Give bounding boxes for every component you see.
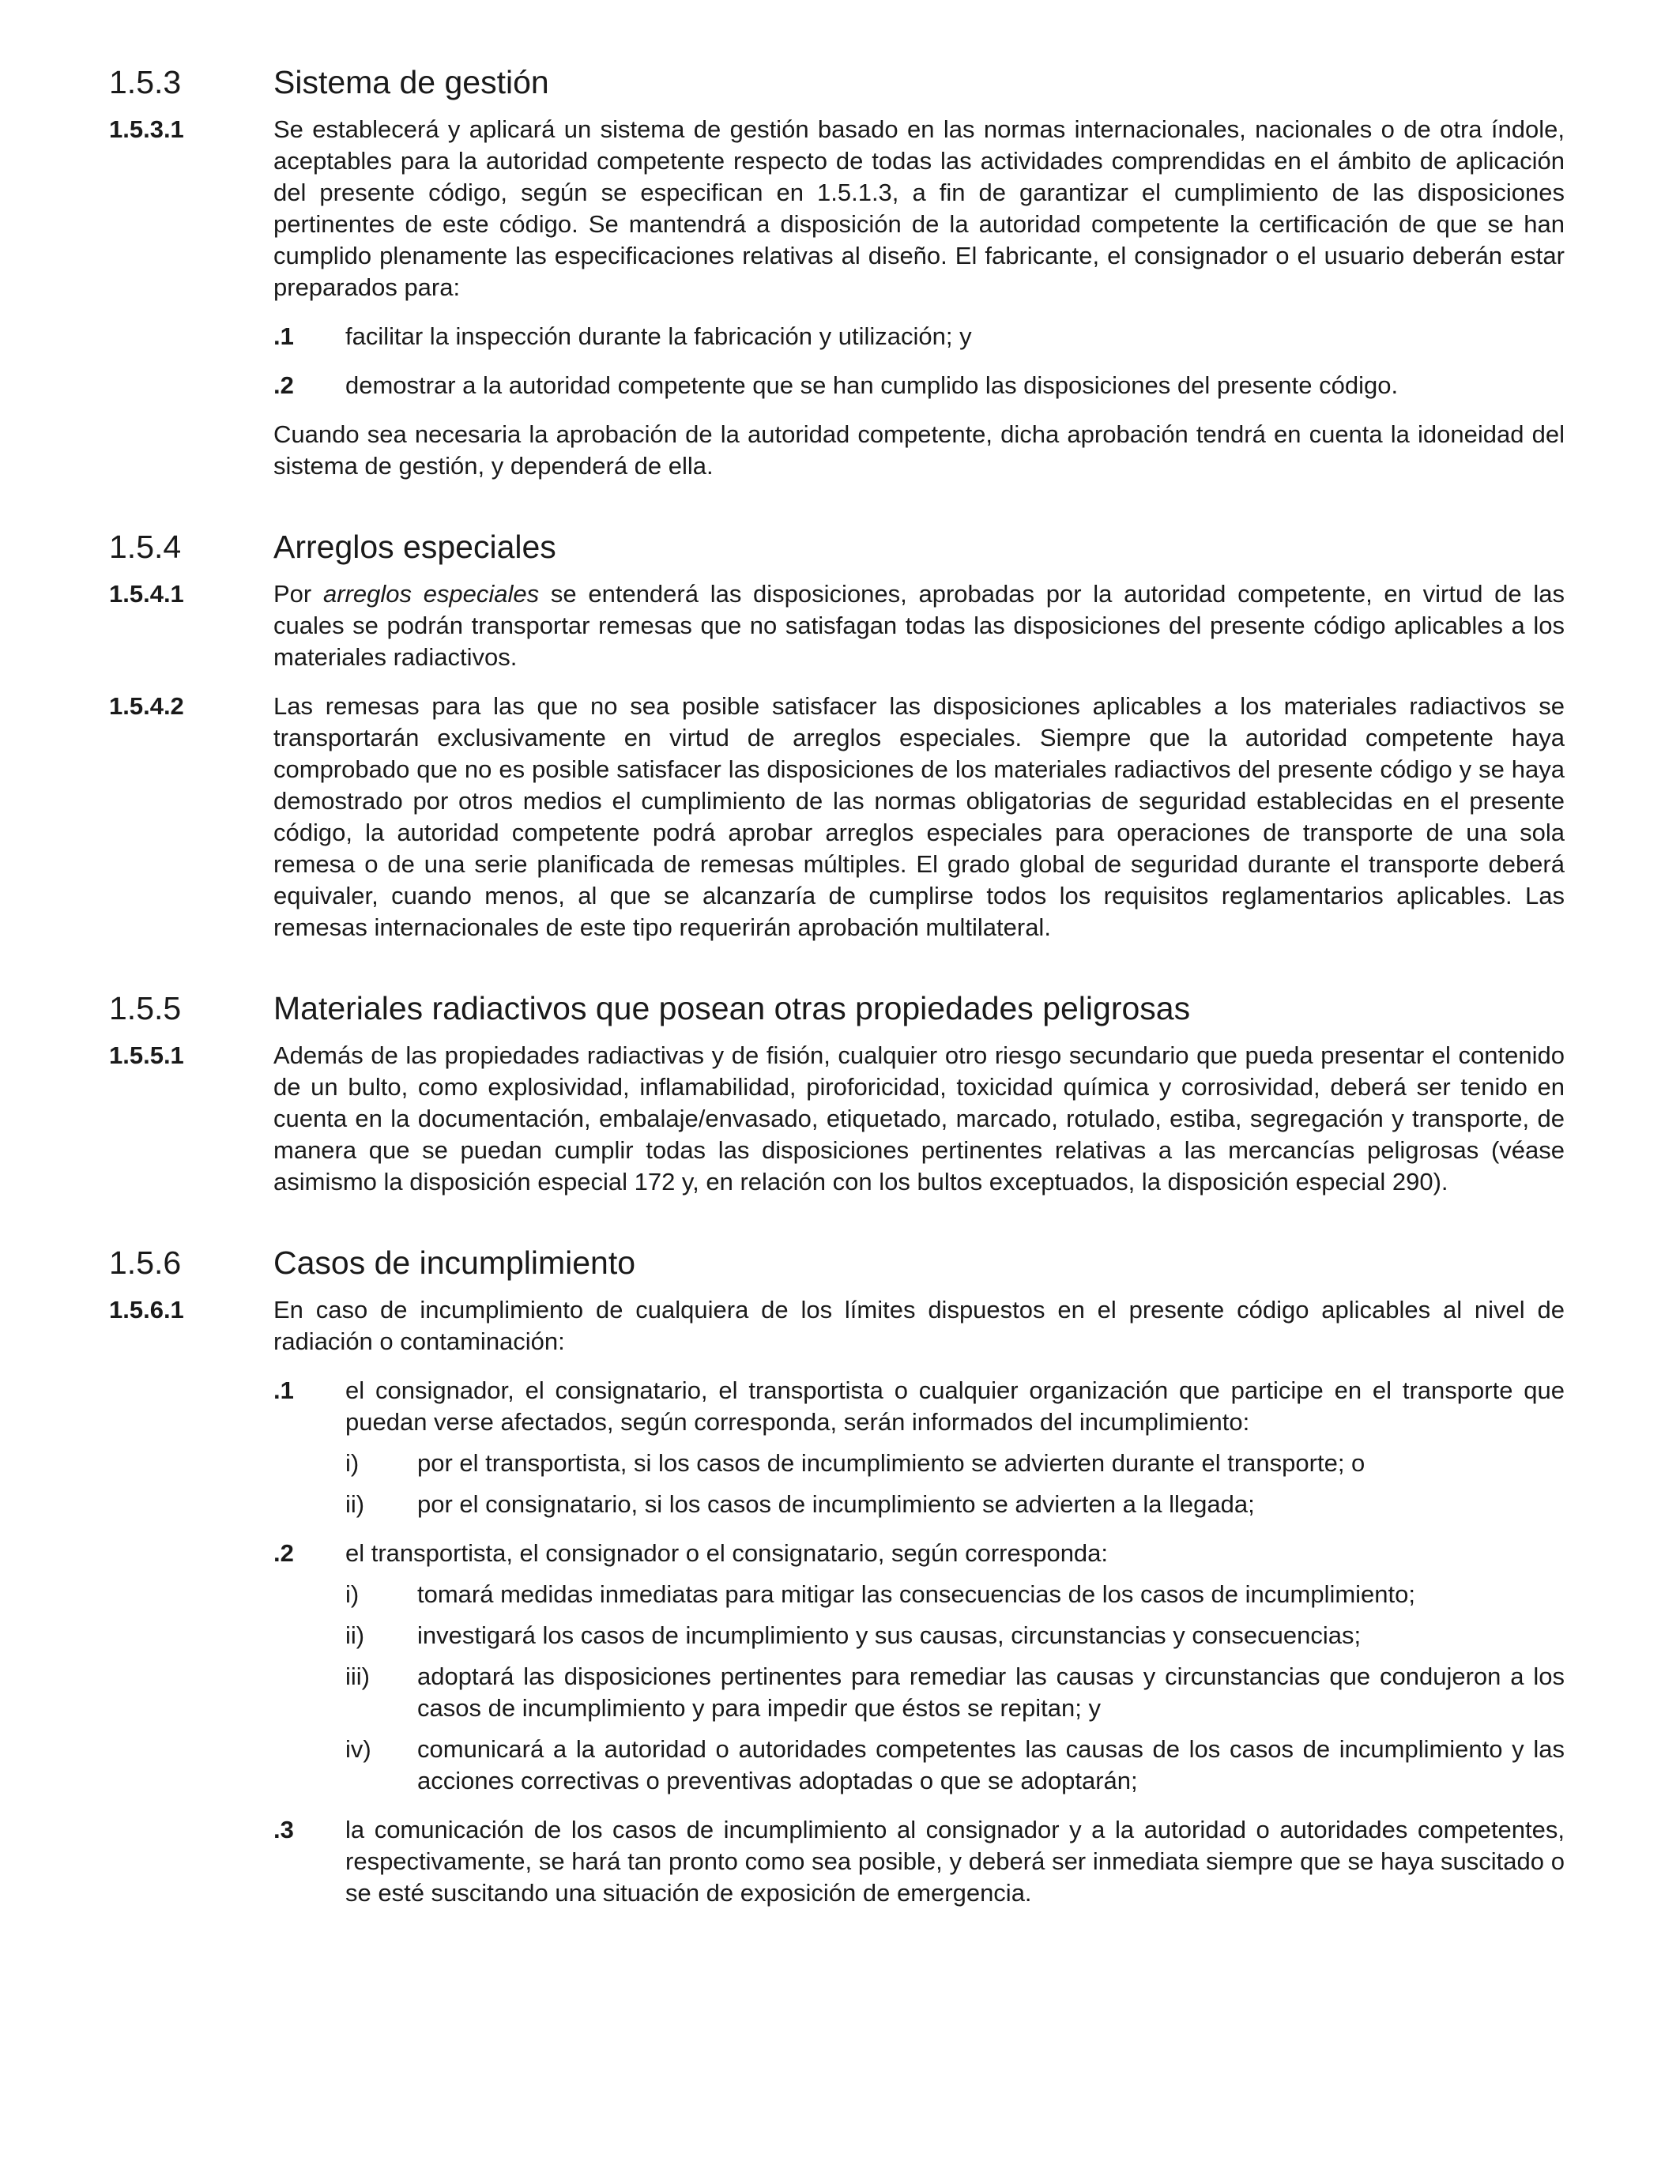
section-1-5-4: [109, 526, 1565, 943]
section-number: 1.5.4: [109, 529, 182, 565]
item-text: facilitar la inspección durante la fabricación y utilización; y: [345, 322, 972, 350]
section-number: 1.5.5: [109, 990, 182, 1026]
paragraph-number: 1.5.4.1: [109, 580, 184, 608]
paragraph-1-5-3-1: [109, 114, 1565, 482]
paragraph-1-5-5-1: [109, 1040, 1565, 1198]
section-1-5-3: [109, 62, 1565, 482]
document-page: [109, 62, 1565, 1971]
item-body: [345, 1538, 1565, 1797]
section-number: 1.5.3: [109, 64, 182, 100]
section-title: Materiales radiactivos que posean otras propiedades peligrosas: [273, 990, 1191, 1026]
list-item: [273, 321, 1565, 352]
list-item: [273, 1375, 1565, 1520]
item-marker: .1: [273, 1376, 294, 1404]
paragraph-intro: En caso de incumplimiento de cualquiera de los límites dispuestos en el presente código aplicables al nivel de radiación o contaminación:: [273, 1296, 1565, 1355]
item-marker: .1: [273, 322, 294, 350]
sub-item: [345, 1579, 1565, 1610]
paragraph-body: [273, 1294, 1565, 1926]
section-1-5-6: [109, 1242, 1565, 1926]
sub-item-text: por el transportista, si los casos de incumplimiento se advierten durante el transporte; o: [417, 1449, 1365, 1477]
paragraph-number: 1.5.6.1: [109, 1296, 184, 1324]
section-heading: [109, 62, 1565, 103]
item-marker: .2: [273, 1539, 294, 1567]
sub-item-marker: i): [345, 1449, 360, 1477]
sub-item: [345, 1620, 1565, 1651]
paragraph-body: [273, 691, 1565, 943]
section-title: Arreglos especiales: [273, 529, 556, 565]
item-text: el transportista, el consignador o el consignatario, según corresponda:: [345, 1539, 1109, 1567]
item-text: el consignador, el consignatario, el transportista o cualquier organización que participe en el transporte que puedan verse afectados, según corresponda, serán informados del incumplimiento:: [345, 1376, 1565, 1436]
paragraph-text: Las remesas para las que no sea posible satisfacer las disposiciones aplicables a los materiales radiactivos se transportarán exclusivamente en virtud de arreglos especiales. Siempre que la autoridad competente haya comprobado que no es posible satisfacer las disposiciones de los materiales radiactivos del presente código y se haya demostrado por otros medios el cumplimiento de las normas obligatorias de seguridad establecidas en el presente código, la autoridad competente podrá aprobar arreglos especiales para operaciones de transporte de una sola remesa o de una serie planificada de remesas múltiples. El grado global de seguridad durante el transporte deberá equivaler, cuando menos, al que se alcanzaría de cumplirse todos los requisitos reglamentarios aplicables. Las remesas internacionales de este tipo requerirán aprobación multilateral.: [273, 692, 1565, 941]
paragraph-1-5-6-1: [109, 1294, 1565, 1926]
paragraph-text: [273, 578, 1565, 673]
paragraph-1-5-4-1: [109, 578, 1565, 673]
sub-item-marker: ii): [345, 1621, 365, 1649]
sub-item-marker: i): [345, 1580, 360, 1608]
paragraph-body: [273, 578, 1565, 673]
sub-item-marker: iii): [345, 1662, 370, 1690]
list-item: [273, 1814, 1565, 1909]
paragraph-closing: Cuando sea necesaria la aprobación de la autoridad competente, dicha aprobación tendrá en cuenta la idoneidad del sistema de gestión, y dependerá de ella.: [273, 420, 1565, 480]
sub-item-text: adoptará las disposiciones pertinentes para remediar las causas y circunstancias que condujeron a los casos de incumplimiento y para impedir que éstos se repitan; y: [417, 1662, 1565, 1722]
paragraph-number: 1.5.3.1: [109, 115, 184, 143]
paragraph-body: [273, 114, 1565, 482]
item-marker: .2: [273, 371, 294, 399]
sub-item: [345, 1448, 1565, 1479]
item-text: la comunicación de los casos de incumplimiento al consignador y a la autoridad o autoridades competentes, respectivamente, se hará tan pronto como sea posible, y deberá ser inmediata siempre que se haya suscitado o se esté suscitando una situación de exposición de emergencia.: [345, 1816, 1565, 1907]
sub-item-marker: ii): [345, 1490, 365, 1518]
list-item: [273, 370, 1565, 401]
section-heading: [109, 1242, 1565, 1283]
paragraph-number: 1.5.5.1: [109, 1041, 184, 1069]
section-heading: [109, 988, 1565, 1029]
section-title: Sistema de gestión: [273, 64, 549, 100]
sub-item-text: por el consignatario, si los casos de incumplimiento se advierten a la llegada;: [417, 1490, 1255, 1518]
list-item: [273, 1538, 1565, 1797]
text-lead: Por: [273, 580, 323, 608]
sub-item: [345, 1734, 1565, 1797]
paragraph-1-5-4-2: [109, 691, 1565, 943]
paragraph-intro: Se establecerá y aplicará un sistema de gestión basado en las normas internacionales, nacionales o de otra índole, aceptables para la autoridad competente respecto de todas las actividades comprendidas en el ámbito de aplicación del presente código, según se especifican en 1.5.1.3, a fin de garantizar el cumplimiento de las disposiciones pertinentes de este código. Se mantendrá a disposición de la autoridad competente la certificación de que se han cumplido plenamente las especificaciones relativas al diseño. El fabricante, el consignador o el usuario deberán estar preparados para:: [273, 115, 1565, 301]
section-number: 1.5.6: [109, 1245, 182, 1281]
paragraph-number: 1.5.4.2: [109, 692, 184, 720]
item-text: demostrar a la autoridad competente que se han cumplido las disposiciones del presente código.: [345, 371, 1399, 399]
paragraph-body: [273, 1040, 1565, 1198]
section-1-5-5: [109, 988, 1565, 1198]
sub-item-text: investigará los casos de incumplimiento y sus causas, circunstancias y consecuencias;: [417, 1621, 1362, 1649]
sub-item-marker: iv): [345, 1735, 371, 1763]
item-body: [345, 1375, 1565, 1520]
item-marker: .3: [273, 1816, 294, 1843]
section-heading: [109, 526, 1565, 567]
text-rest: se entenderá las disposiciones, aprobadas por la autoridad competente, en virtud de las cuales se podrán transportar remesas que no satisfagan todas las disposiciones del presente código aplicables a los materiales radiactivos.: [273, 580, 1565, 671]
section-title: Casos de incumplimiento: [273, 1245, 636, 1281]
sub-item: [345, 1489, 1565, 1520]
defined-term: arreglos especiales: [322, 580, 540, 608]
sub-item-text: tomará medidas inmediatas para mitigar las consecuencias de los casos de incumplimiento;: [417, 1580, 1416, 1608]
paragraph-text: Además de las propiedades radiactivas y de fisión, cualquier otro riesgo secundario que pueda presentar el contenido de un bulto, como explosividad, inflamabilidad, piroforicidad, toxicidad química y corrosividad, deberá ser tenido en cuenta en la documentación, embalaje/envasado, etiquetado, marcado, rotulado, estiba, segregación y transporte, de manera que se puedan cumplir todas las disposiciones pertinentes relativas a las mercancías peligrosas (véase asimismo la disposición especial 172 y, en relación con los bultos exceptuados, la disposición especial 290).: [273, 1041, 1565, 1196]
sub-item-text: comunicará a la autoridad o autoridades competentes las causas de los casos de incumplimiento y las acciones correctivas o preventivas adoptadas o que se adoptarán;: [417, 1735, 1565, 1794]
sub-item: [345, 1661, 1565, 1724]
